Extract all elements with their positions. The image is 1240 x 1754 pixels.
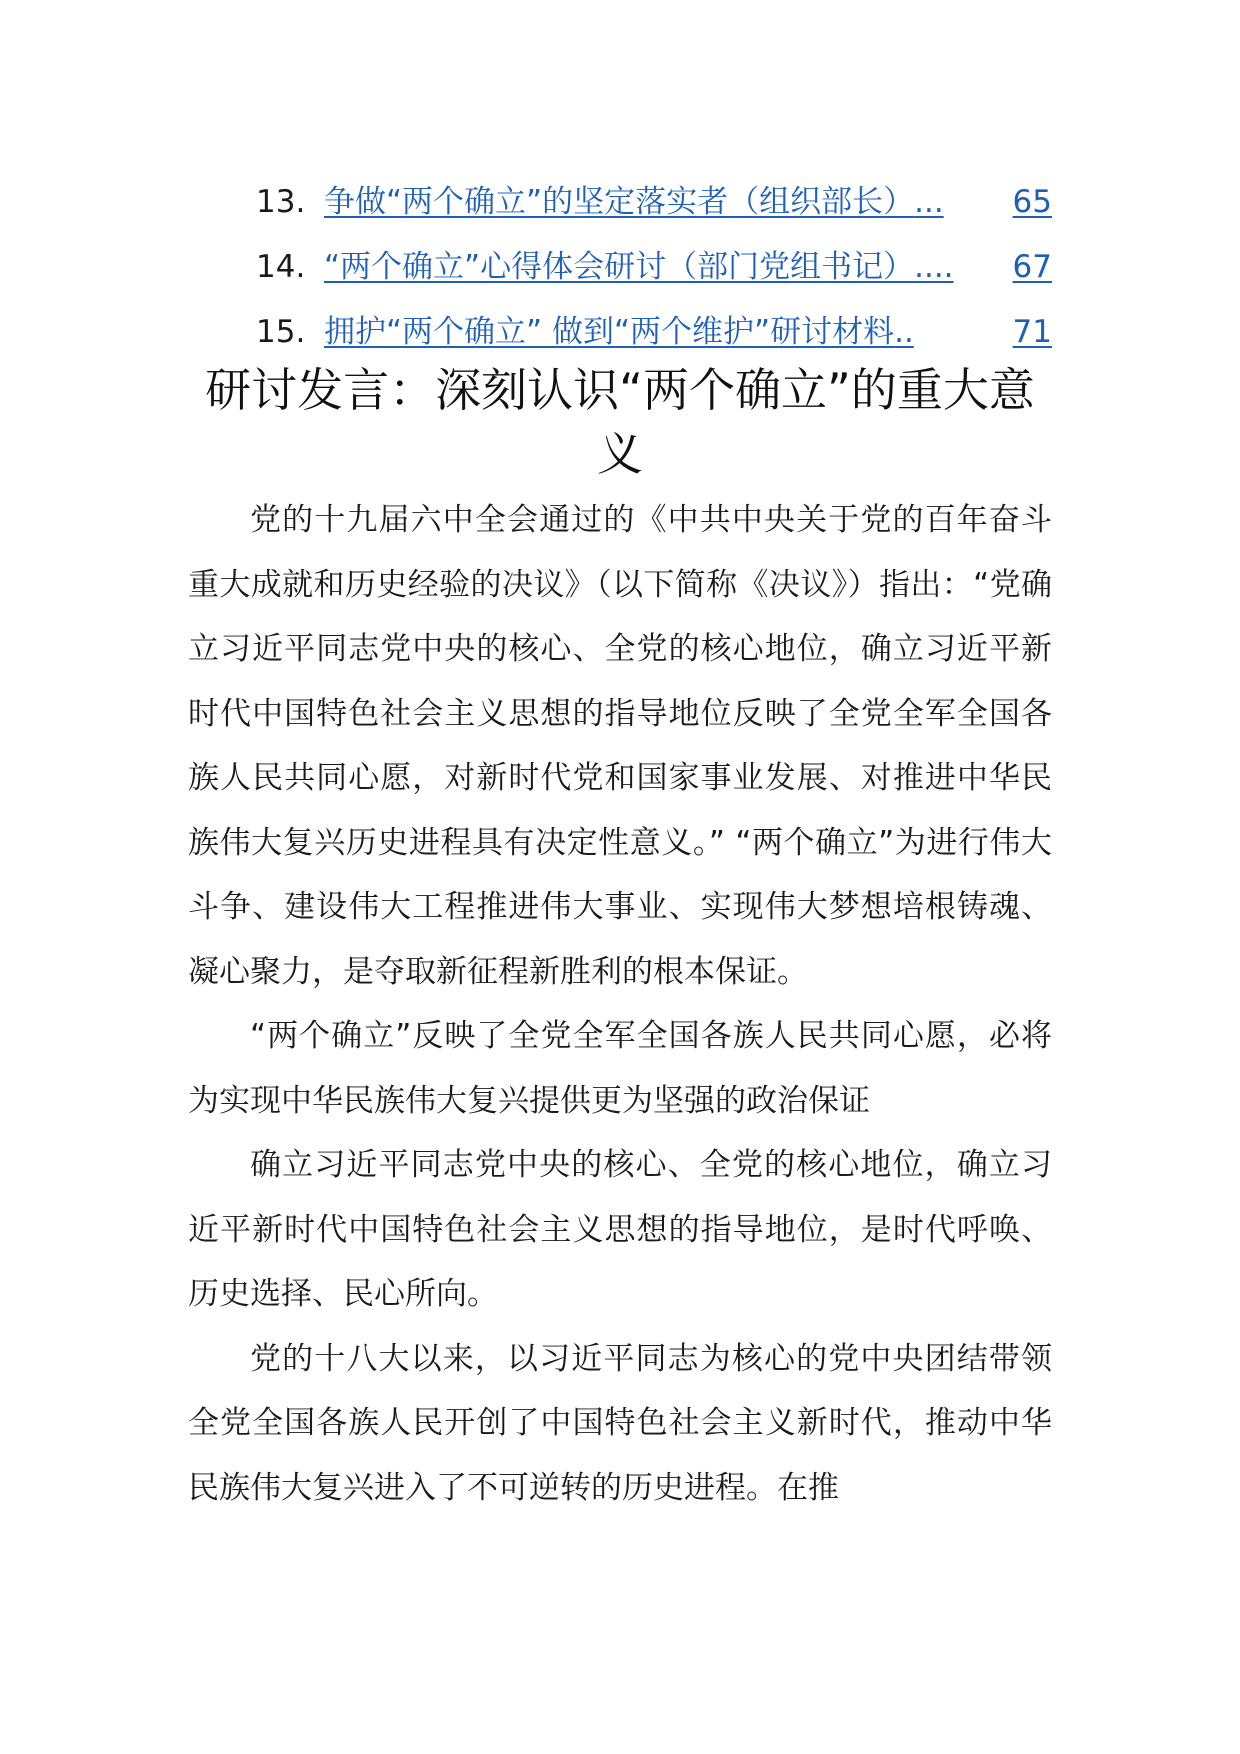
paragraph: 党的十八大以来，以习近平同志为核心的党中央团结带领全党全国各族人民开创了中国特色社会主义新时代，推动中华民族伟大复兴进入了不可逆转的历史进程。在推 <box>188 1340 1052 1506</box>
toc-leader-dots[interactable]: .... <box>914 249 954 285</box>
toc-item-13[interactable] <box>188 170 1052 235</box>
article-title: 研讨发言：深刻认识“两个确立”的重大意义 <box>205 363 1035 481</box>
table-of-contents <box>188 170 1052 365</box>
toc-number: 14. <box>256 249 306 285</box>
toc-link-title[interactable]: “两个确立”心得体会研讨（部门党组书记） <box>324 249 915 285</box>
toc-leader-dots[interactable]: ... <box>914 184 944 220</box>
toc-number: 15. <box>256 314 306 350</box>
paragraph: “两个确立”反映了全党全军全国各族人民共同心愿，必将为实现中华民族伟大复兴提供更为坚强的政治保证 <box>188 1018 1052 1119</box>
article-body <box>188 488 1052 1520</box>
toc-page-number[interactable]: 67 <box>1012 249 1052 285</box>
paragraph: 确立习近平同志党中央的核心、全党的核心地位，确立习近平新时代中国特色社会主义思想的指导地位，是时代呼唤、历史选择、民心所向。 <box>188 1147 1052 1312</box>
toc-number: 13. <box>256 184 306 220</box>
toc-leader-dots[interactable]: .. <box>894 314 914 350</box>
toc-page-number[interactable]: 65 <box>1012 184 1052 220</box>
toc-link-title[interactable]: 争做“两个确立”的坚定落实者（组织部长） <box>324 184 915 220</box>
toc-item-14[interactable] <box>188 235 1052 300</box>
paragraph: 党的十九届六中全会通过的《中共中央关于党的百年奋斗重大成就和历史经验的决议》（以下简称《决议》）指出：“党确立习近平同志党中央的核心、全党的核心地位，确立习近平新时代中国特色社会主义思想的指导地位反映了全党全军全国各族人民共同心愿，对新时代党和国家事业发展、对推进中华民族伟大复兴历史进程具有决定性意义。” “两个确立”为进行伟大斗争、建设伟大工程推进伟大事业、实现伟大梦想培根铸魂、凝心聚力，是夺取新征程新胜利的根本保证。 <box>188 502 1052 990</box>
toc-link-title[interactable]: 拥护“两个确立” 做到“两个维护”研讨材料 <box>324 314 895 350</box>
toc-page-number[interactable]: 71 <box>1012 314 1052 350</box>
toc-item-15[interactable] <box>188 300 1052 365</box>
